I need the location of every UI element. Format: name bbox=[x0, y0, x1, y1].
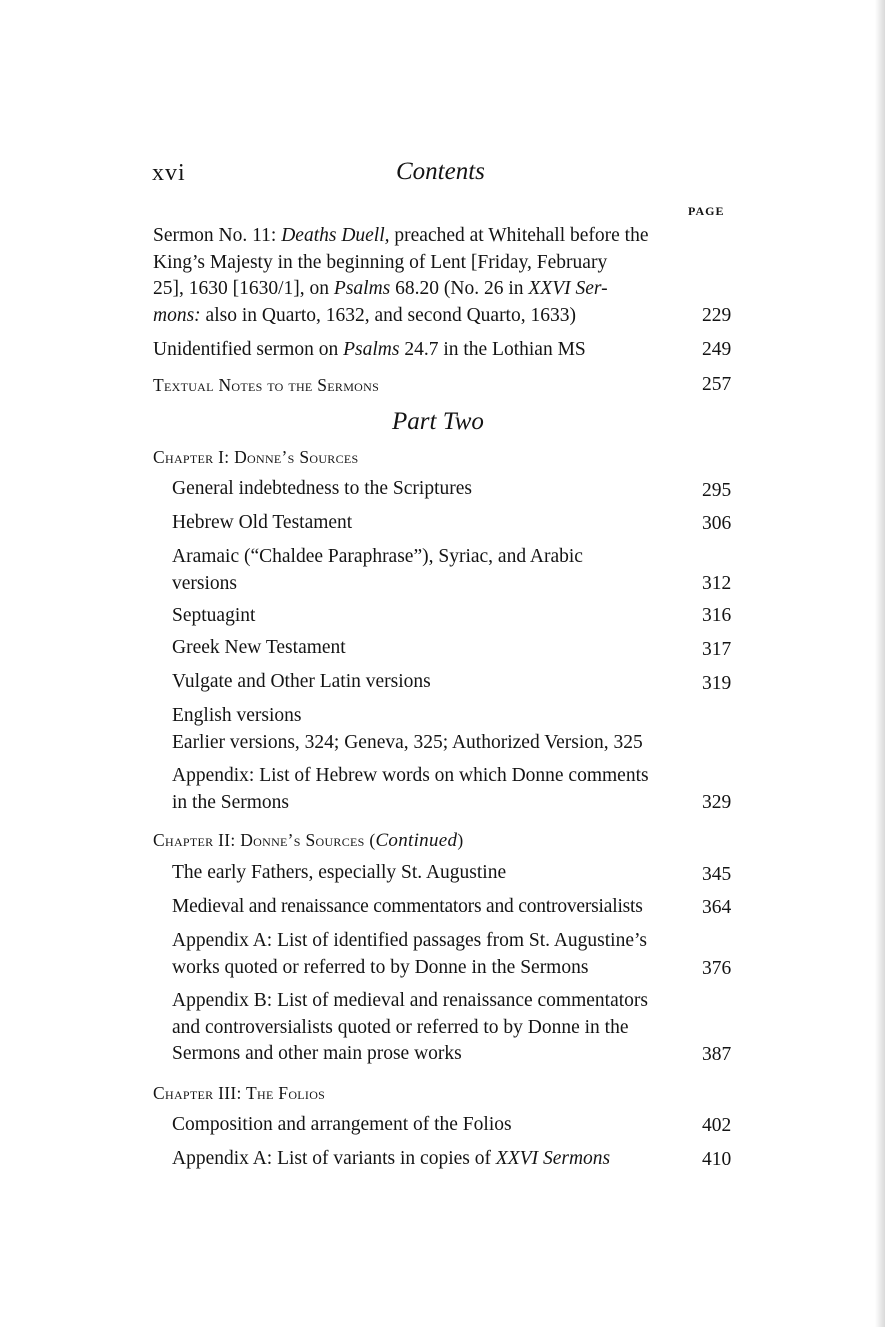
chapter-1-heading[interactable] bbox=[153, 444, 359, 471]
page-column-label: PAGE bbox=[688, 204, 725, 218]
chapter-3-heading[interactable] bbox=[153, 1080, 325, 1107]
toc-page-number: 410 bbox=[702, 1149, 732, 1170]
chapter-3-label: Chapter III: The Folios bbox=[153, 1083, 326, 1103]
toc-entry[interactable] bbox=[172, 988, 648, 1068]
chapter-2-heading[interactable] bbox=[153, 827, 463, 855]
toc-page-number: 306 bbox=[702, 513, 732, 534]
running-title: Contents bbox=[396, 158, 485, 185]
chapter-2-label: Chapter II: Donne’s Sources (Continued) bbox=[153, 830, 464, 851]
toc-entry[interactable] bbox=[172, 1146, 610, 1173]
toc-page-number: 345 bbox=[702, 864, 732, 885]
page-number: xvi bbox=[152, 160, 186, 186]
toc-entry-text: Greek New Testament bbox=[172, 637, 346, 658]
toc-entry-text: The early Fathers, especially St. Augustine bbox=[172, 862, 507, 883]
toc-entry-text: Septuagint bbox=[172, 605, 256, 626]
toc-entry-sermon-11[interactable] bbox=[153, 223, 649, 329]
toc-entry[interactable] bbox=[172, 1112, 512, 1139]
toc-entry[interactable] bbox=[172, 635, 346, 662]
toc-entry[interactable] bbox=[172, 763, 649, 816]
toc-entry-text: Composition and arrangement of the Folios bbox=[172, 1114, 512, 1135]
toc-page-number: 249 bbox=[702, 339, 732, 360]
page-edge-shadow bbox=[875, 0, 885, 1327]
toc-entry-unidentified-sermon[interactable] bbox=[153, 337, 586, 364]
toc-entry-text: Medieval and renaissance commentators and controversialists bbox=[172, 896, 643, 917]
toc-entry[interactable] bbox=[172, 860, 506, 887]
toc-entry[interactable] bbox=[172, 544, 583, 597]
toc-page-number: 364 bbox=[702, 897, 732, 918]
toc-entry[interactable] bbox=[172, 669, 431, 696]
toc-entry-textual-notes[interactable] bbox=[153, 372, 379, 399]
toc-page-number: 402 bbox=[702, 1115, 732, 1136]
toc-page-number: 316 bbox=[702, 605, 732, 626]
toc-entry-text: English versions Earlier versions, 324; Geneva, 325; Authorized Version, 325 bbox=[172, 705, 643, 753]
toc-entry[interactable] bbox=[172, 476, 472, 503]
toc-entry-text: Vulgate and Other Latin versions bbox=[172, 671, 431, 692]
part-two-heading: Part Two bbox=[392, 408, 484, 435]
toc-entry-text: Appendix A: List of variants in copies of XXVI Sermons bbox=[172, 1148, 611, 1169]
toc-page-number: 317 bbox=[702, 639, 732, 660]
toc-entry-text: Hebrew Old Testament bbox=[172, 512, 353, 533]
toc-entry[interactable] bbox=[172, 510, 352, 537]
toc-entry-text: Aramaic (“Chaldee Paraphrase”), Syriac, and Arabic versions bbox=[172, 546, 583, 594]
toc-page-number: 319 bbox=[702, 673, 732, 694]
toc-entry-text: Appendix A: List of identified passages from St. Augustine’s works quoted or referred to by Donne in the Sermons bbox=[172, 930, 647, 978]
toc-entry-text: Appendix: List of Hebrew words on which Donne comments in the Sermons bbox=[172, 765, 649, 813]
chapter-1-label: Chapter I: Donne’s Sources bbox=[153, 447, 359, 467]
toc-entry-text: Appendix B: List of medieval and renaissance commentators and controversialists quoted or referred to by Donne in the Sermons and other main prose works bbox=[172, 990, 648, 1064]
toc-page-number: 312 bbox=[702, 573, 732, 594]
toc-page-number: 387 bbox=[702, 1044, 732, 1065]
toc-entry[interactable] bbox=[172, 603, 255, 630]
toc-page-number: 295 bbox=[702, 480, 732, 501]
toc-entry[interactable] bbox=[172, 928, 647, 981]
toc-entry-text: Unidentified sermon on Psalms 24.7 in the Lothian MS bbox=[153, 339, 586, 360]
toc-page-number: 229 bbox=[702, 305, 732, 326]
toc-page-number: 376 bbox=[702, 958, 732, 979]
toc-page-number: 329 bbox=[702, 792, 732, 813]
toc-entry[interactable] bbox=[172, 894, 643, 921]
toc-page-number: 257 bbox=[702, 374, 732, 395]
toc-entry-text: General indebtedness to the Scriptures bbox=[172, 478, 472, 499]
toc-entry-english-versions[interactable] bbox=[172, 703, 643, 756]
toc-entry-text: Sermon No. 11: Deaths Duell, preached at Whitehall before the King’s Majesty in the beginning of Lent [Friday, February 25], 1630 [1630/1], on Psalms 68.20 (No. 26 in XXVI Ser- mons: also in Quarto, 1632, and second Quarto, 1633) bbox=[153, 225, 649, 326]
toc-entry-text: Textual Notes to the Sermons bbox=[153, 375, 380, 395]
